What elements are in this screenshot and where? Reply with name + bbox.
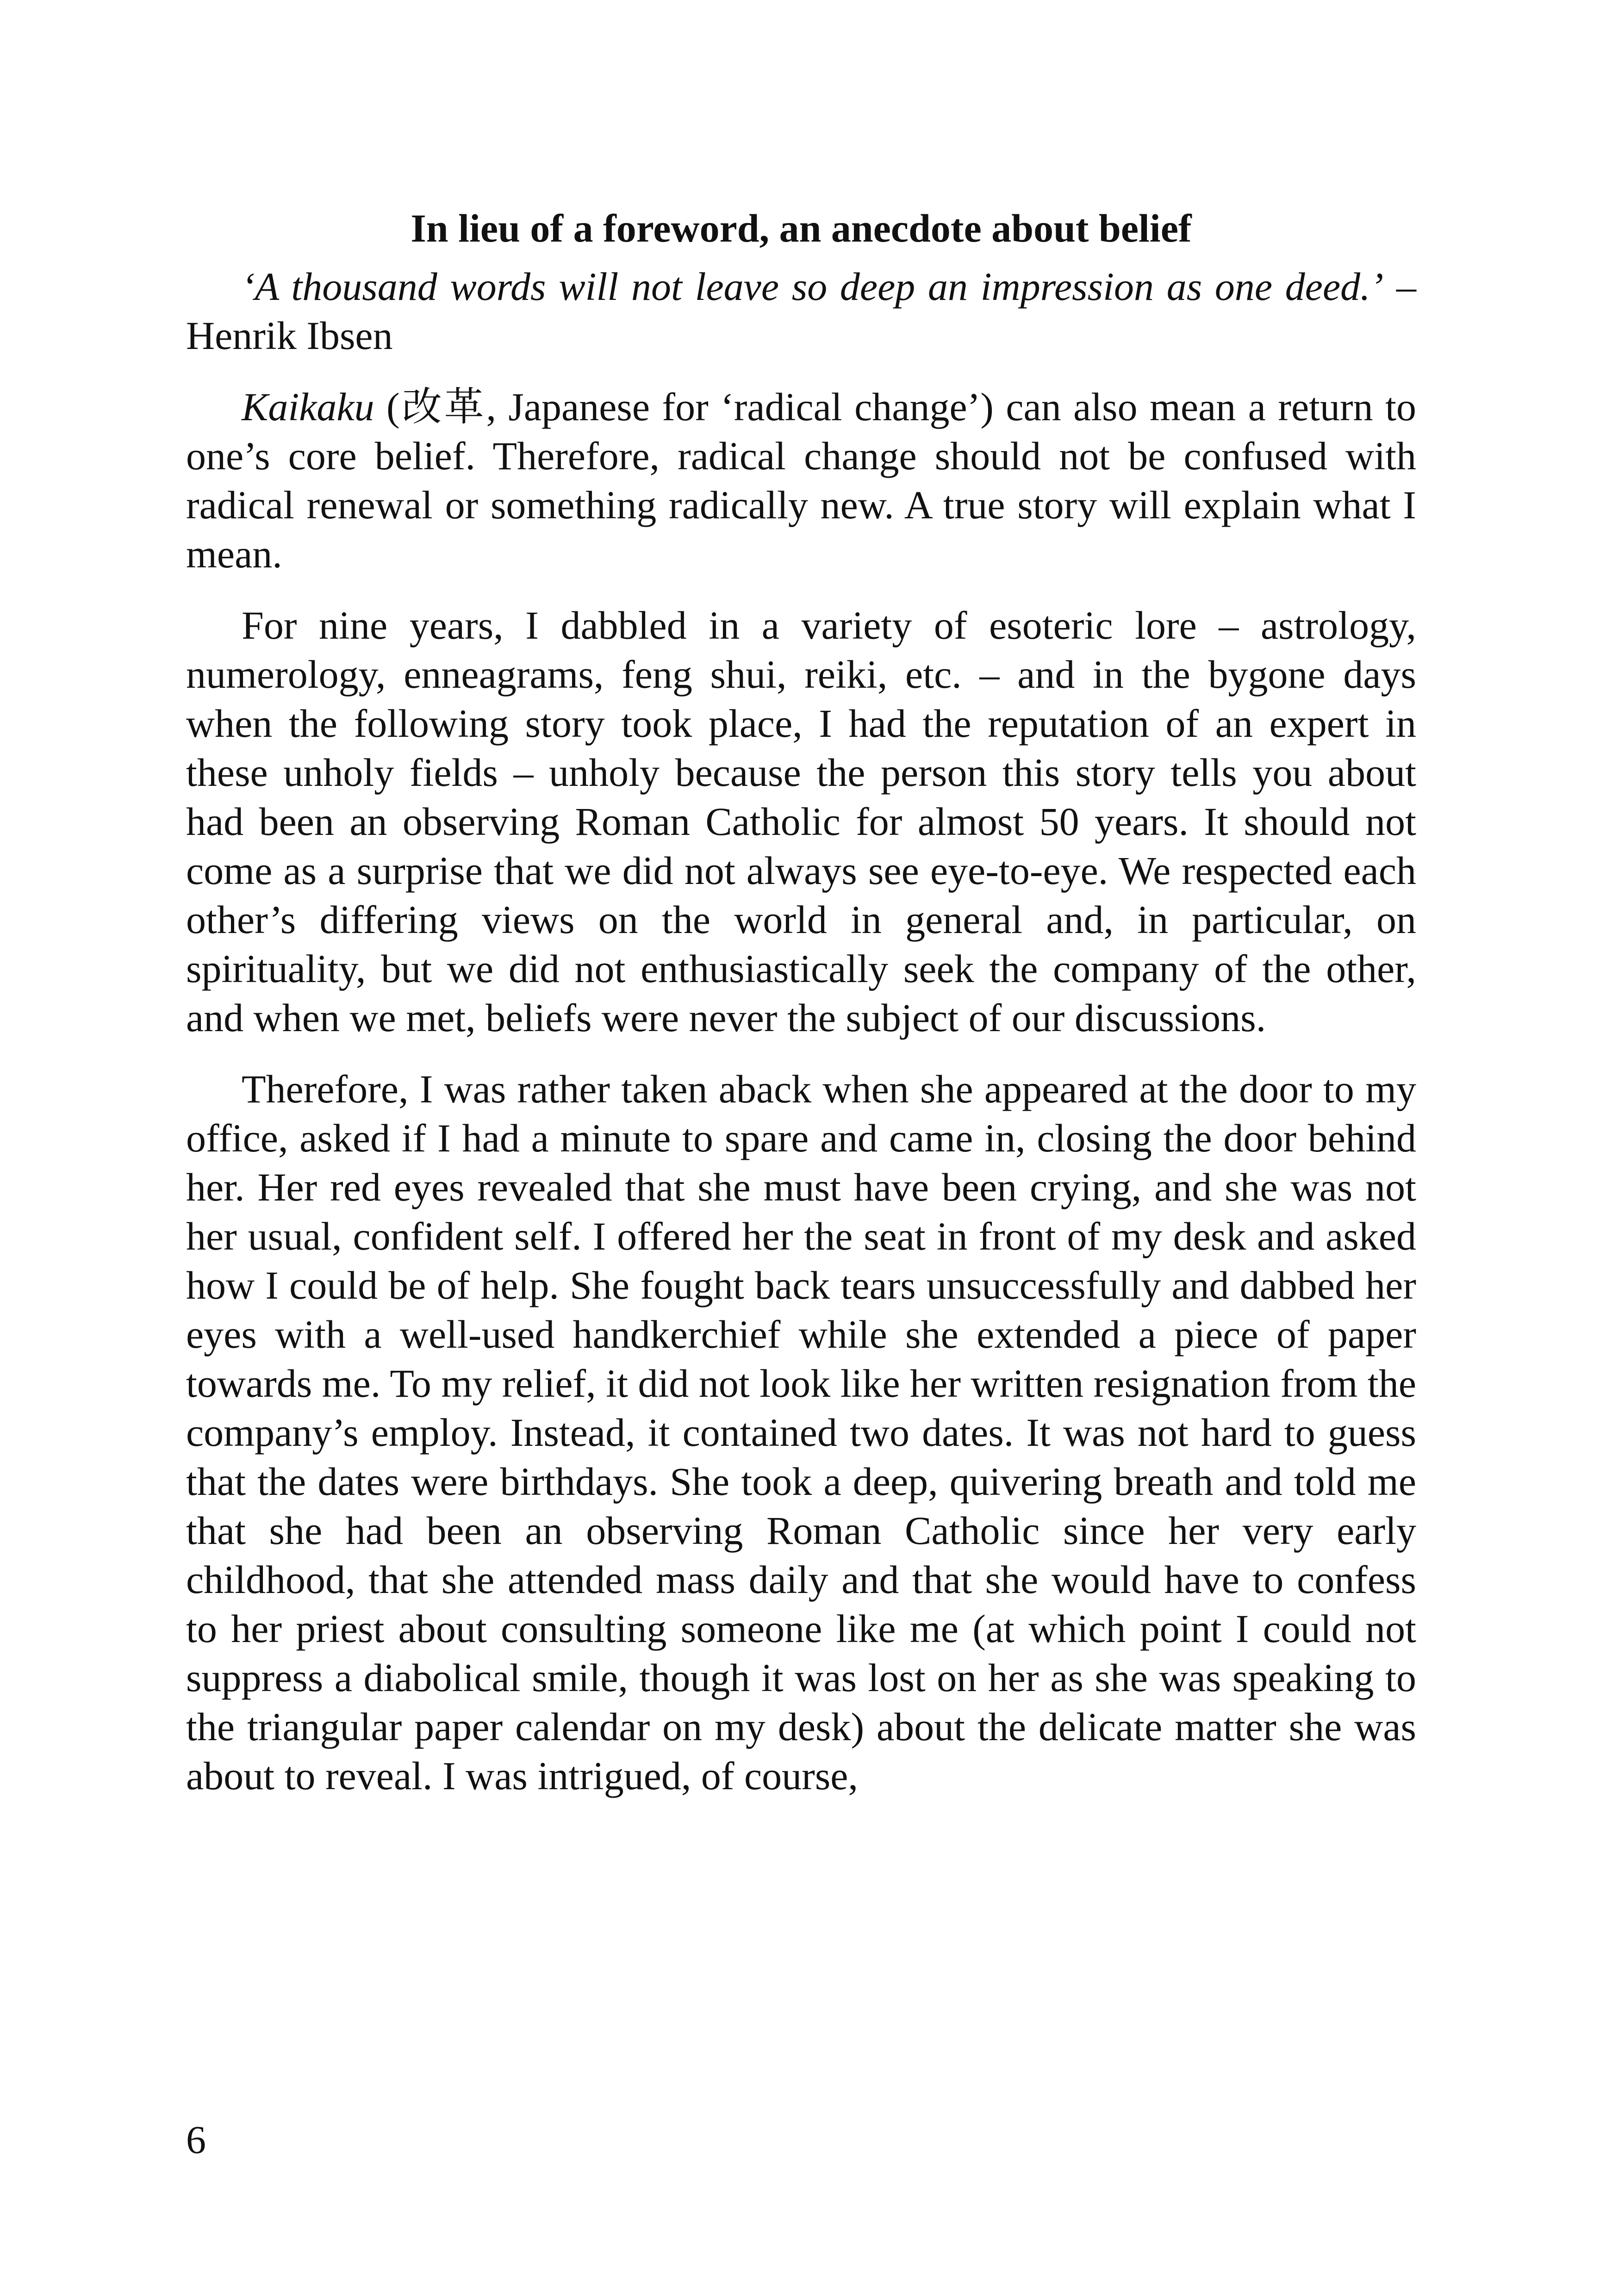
epigraph-quote: ‘A thousand words will not leave so deep an impression as one deed.’	[242, 264, 1384, 309]
epigraph	[186, 262, 1416, 360]
paragraph-3	[186, 1064, 1416, 1800]
paragraph-2	[186, 601, 1416, 1042]
paragraph-3-text: Therefore, I was rather taken aback when she appeared at the door to my office, asked if I had a minute to spare and came in, closing the door behind her. Her red eyes revealed that she must have been crying, and she was not her usual, confident self. I offered her the seat in front of my desk and asked how I could be of help. She fought back tears unsuccessfully and dabbed her eyes with a well-used handkerchief while she extended a piece of paper towards me. To my relief, it did not look like her written resignation from the company’s employ. Instead, it contained two dates. It was not hard to guess that the dates were birthdays. She took a deep, quivering breath and told me that she had been an observing Roman Catholic since her very early childhood, that she attended mass daily and that she would have to confess to her priest about consulting someone like me (at which point I could not suppress a diabolical smile, though it was lost on her as she was speaking to the triangular paper calendar on my desk) about the delicate matter she was about to reveal. I was intrigued, of course,	[186, 1067, 1416, 1798]
epigraph-attribution: – Henrik Ibsen	[186, 264, 1417, 358]
paragraph-1	[186, 382, 1416, 579]
paragraph-1-lead: Kaikaku	[242, 385, 374, 429]
chapter-title: In lieu of a foreword, an anecdote about belief	[411, 206, 1192, 250]
page-number: 6	[186, 2117, 206, 2162]
paragraph-2-text: For nine years, I dabbled in a variety of esoteric lore – astrology, numerology, enneagrams, feng shui, reiki, etc. – and in the bygone days when the following story took place, I had the reputation of an expert in these unholy fields – unholy because the person this story tells you about had been an observing Roman Catholic for almost 50 years. It should not come as a surprise that we did not always see eye-to-eye. We respected each other’s differing views on the world in general and, in particular, on spirituality, but we did not enthusiastically seek the company of the other, and when we met, beliefs were never the subject of our discussions.	[186, 603, 1416, 1040]
paragraph-1-text: (改革, Japanese for ‘radical change’) can also mean a return to one’s core belief. Therefore, radical change should not be confused with radical renewal or something radically new. A true story will explain what I mean.	[186, 385, 1416, 576]
page-body	[186, 204, 1416, 1823]
